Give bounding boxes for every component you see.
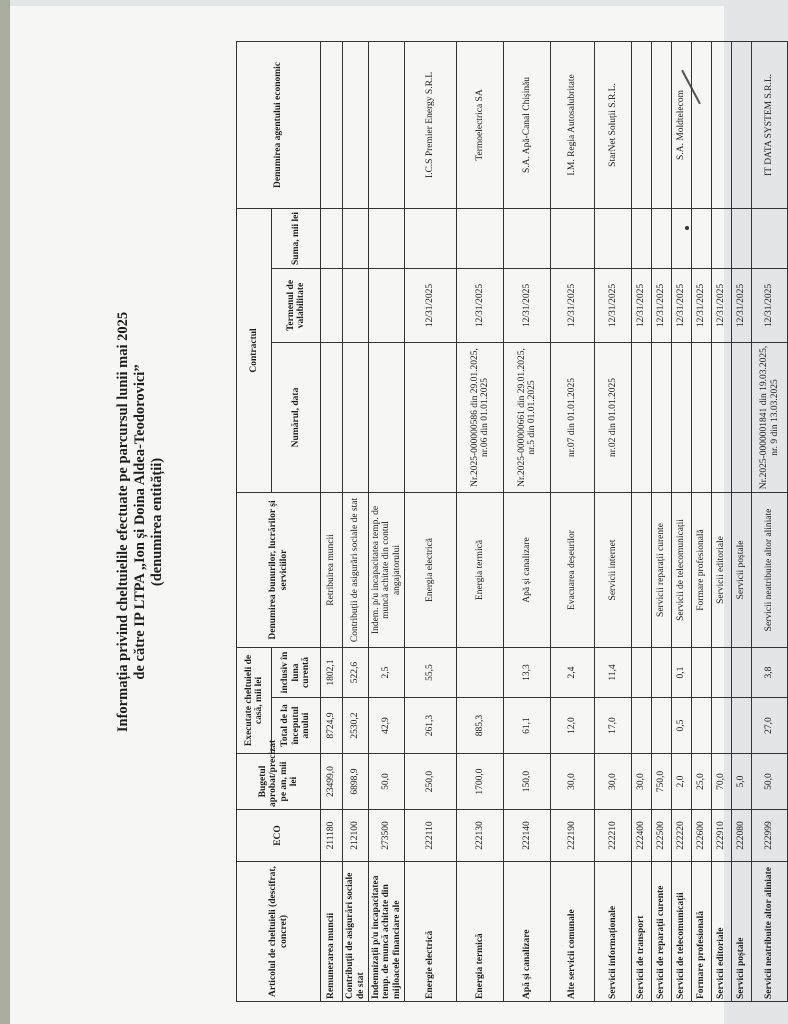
article-cell: Servicii de reparații curente <box>652 862 672 1002</box>
header-eco: ECO <box>237 810 321 862</box>
article-cell: Apă și canalizare <box>504 862 551 1002</box>
contract-cell <box>652 342 672 492</box>
agent-cell: StarNet Soluții S.R.L. <box>595 41 632 208</box>
contract-cell <box>672 342 692 492</box>
eco-cell: 222910 <box>712 810 732 862</box>
agent-cell: I.C.S Premier Energy S.R.L <box>405 41 457 208</box>
month-cell <box>457 647 504 697</box>
expenses-table <box>236 41 788 1002</box>
goods-cell: Formare profesională <box>692 492 712 647</box>
contract-cell: Nr.2025-000000661 din 29.01.2025, nr.5 din 01.01.2025 <box>504 342 551 492</box>
contract-cell <box>632 342 652 492</box>
goods-cell: Contribuții de asigurări sociale de stat <box>343 492 369 647</box>
contract-cell <box>692 342 712 492</box>
table-row <box>595 41 632 1001</box>
goods-cell: Apă și canalizare <box>504 492 551 647</box>
eco-cell: 222140 <box>504 810 551 862</box>
agent-cell <box>692 41 712 208</box>
table-row <box>672 41 692 1001</box>
month-cell: 2,4 <box>551 647 595 697</box>
goods-cell: Servicii neatribuite altor aliniate <box>752 492 788 647</box>
table-row <box>369 41 405 1001</box>
total-cell <box>652 698 672 754</box>
eco-cell: 273500 <box>369 810 405 862</box>
total-cell: 0,5 <box>672 698 692 754</box>
contract-cell: nr.02 din 01.01.2025 <box>595 342 632 492</box>
budget-cell: 70,0 <box>712 754 732 810</box>
contract-cell <box>369 342 405 492</box>
table-row <box>321 41 343 1001</box>
validity-cell <box>369 268 405 342</box>
agent-cell <box>652 41 672 208</box>
amount-cell <box>504 208 551 268</box>
header-contract: Contractul <box>237 208 272 492</box>
month-cell: 522,6 <box>343 647 369 697</box>
month-cell: 55,5 <box>405 647 457 697</box>
document-title <box>111 42 166 1002</box>
goods-cell: Evacuarea deșeurilor <box>551 492 595 647</box>
month-cell: 2,5 <box>369 647 405 697</box>
amount-cell <box>595 208 632 268</box>
budget-cell: 2,0 <box>672 754 692 810</box>
agent-cell <box>369 41 405 208</box>
title-line-2: de către IP LTPA „Ion și Doina Aldea-Teodorovici” <box>132 364 148 680</box>
budget-cell: 23499,0 <box>321 754 343 810</box>
amount-cell <box>712 208 732 268</box>
eco-cell: 222999 <box>752 810 788 862</box>
amount-cell <box>632 208 652 268</box>
goods-cell: Servicii de telecomunicații <box>672 492 692 647</box>
total-cell: 17,0 <box>595 698 632 754</box>
header-article: Articolul de cheltuieli (descifrat, concret) <box>237 862 321 1002</box>
amount-cell <box>672 208 692 268</box>
header-goods: Denumirea bunurilor, lucrărilor și serviciilor <box>237 492 321 647</box>
article-cell: Servicii editoriale <box>712 862 732 1002</box>
article-cell: Servicii neatribuite altor aliniate <box>752 862 788 1002</box>
table-row <box>343 41 369 1001</box>
goods-cell <box>632 492 652 647</box>
article-cell: Energie electrică <box>405 862 457 1002</box>
agent-cell: S.A. Moldtelecom <box>672 41 692 208</box>
header-current-month: inclusiv în luna curentă <box>272 647 321 697</box>
budget-cell: 25,0 <box>692 754 712 810</box>
total-cell <box>712 698 732 754</box>
article-cell: Servicii de transport <box>632 862 652 1002</box>
title-line-1: Informația privind cheltuielile efectuate pe parcursul lunii mai 2025 <box>115 311 131 733</box>
budget-cell: 30,0 <box>632 754 652 810</box>
goods-cell: Servicii reparații curente <box>652 492 672 647</box>
total-cell: 27,0 <box>752 698 788 754</box>
contract-cell <box>712 342 732 492</box>
total-cell: 885,3 <box>457 698 504 754</box>
header-agent: Denumirea agentului economic <box>237 41 321 208</box>
total-cell <box>732 698 752 754</box>
month-cell: 3,8 <box>752 647 788 697</box>
header-validity: Termenul de valabilitate <box>272 268 321 342</box>
amount-cell <box>405 208 457 268</box>
validity-cell: 12/31/2025 <box>595 268 632 342</box>
month-cell <box>712 647 732 697</box>
article-cell: Contribuții de asigurări sociale de stat <box>343 862 369 1002</box>
goods-cell: Indem. p/u incapacitatea temp. de muncă achitate din contul angajatorului <box>369 492 405 647</box>
header-total: Total de la începutul anului <box>272 698 321 754</box>
contract-cell: nr.07 din 01.01.2025 <box>551 342 595 492</box>
contract-cell <box>732 342 752 492</box>
contract-cell: Nr.2025-000000586 din 29.01.2025, nr.06 din 01.01.2025 <box>457 342 504 492</box>
month-cell: 0,1 <box>672 647 692 697</box>
budget-cell: 1700,0 <box>457 754 504 810</box>
goods-cell: Servicii poștale <box>732 492 752 647</box>
total-cell <box>632 698 652 754</box>
amount-cell <box>732 208 752 268</box>
agent-cell: I.M. Regia Autosalubritate <box>551 41 595 208</box>
agent-cell: IT DATA SYSTEM S.R.L. <box>752 41 788 208</box>
month-cell: 11,4 <box>595 647 632 697</box>
budget-cell: 6898,9 <box>343 754 369 810</box>
article-cell: Remunerarea muncii <box>321 862 343 1002</box>
agent-cell <box>732 41 752 208</box>
amount-cell <box>321 208 343 268</box>
title-line-3: (denumirea entității) <box>149 457 165 587</box>
header-number-date: Numărul, data <box>272 342 321 492</box>
agent-cell <box>632 41 652 208</box>
header-executed: Executate cheltuieli de casă, mii lei <box>237 647 272 753</box>
table-row <box>692 41 712 1001</box>
total-cell: 12,0 <box>551 698 595 754</box>
budget-cell: 50,0 <box>369 754 405 810</box>
agent-cell <box>712 41 732 208</box>
table-row <box>732 41 752 1001</box>
budget-cell: 5,0 <box>732 754 752 810</box>
article-cell: Servicii poștale <box>732 862 752 1002</box>
validity-cell: 12/31/2025 <box>632 268 652 342</box>
budget-cell: 30,0 <box>595 754 632 810</box>
article-cell: Energia termică <box>457 862 504 1002</box>
eco-cell: 222400 <box>632 810 652 862</box>
validity-cell: 12/31/2025 <box>457 268 504 342</box>
amount-cell <box>457 208 504 268</box>
validity-cell: 12/31/2025 <box>712 268 732 342</box>
contract-cell <box>321 342 343 492</box>
agent-cell: Termoelectrica SA <box>457 41 504 208</box>
amount-cell <box>343 208 369 268</box>
budget-cell: 250,0 <box>405 754 457 810</box>
eco-cell: 212100 <box>343 810 369 862</box>
header-amount: Suma, mii lei <box>272 208 321 268</box>
validity-cell: 12/31/2025 <box>732 268 752 342</box>
validity-cell <box>343 268 369 342</box>
amount-cell <box>369 208 405 268</box>
goods-cell: Retribuirea muncii <box>321 492 343 647</box>
table-row <box>551 41 595 1001</box>
validity-cell: 12/31/2025 <box>504 268 551 342</box>
eco-cell: 222500 <box>652 810 672 862</box>
table-row <box>457 41 504 1001</box>
goods-cell: Servicii editoriale <box>712 492 732 647</box>
agent-cell <box>343 41 369 208</box>
table-row <box>652 41 672 1001</box>
validity-cell: 12/31/2025 <box>692 268 712 342</box>
validity-cell: 12/31/2025 <box>672 268 692 342</box>
validity-cell: 12/31/2025 <box>652 268 672 342</box>
validity-cell <box>321 268 343 342</box>
eco-cell: 222190 <box>551 810 595 862</box>
total-cell: 261,3 <box>405 698 457 754</box>
amount-cell <box>752 208 788 268</box>
month-cell <box>732 647 752 697</box>
agent-cell: S.A. Apă-Canal Chișinău <box>504 41 551 208</box>
budget-cell: 30,0 <box>551 754 595 810</box>
goods-cell: Servicii internet <box>595 492 632 647</box>
article-cell: Formare profesională <box>692 862 712 1002</box>
total-cell: 42,9 <box>369 698 405 754</box>
month-cell <box>632 647 652 697</box>
goods-cell: Energia termică <box>457 492 504 647</box>
contract-cell <box>405 342 457 492</box>
budget-cell: 750,0 <box>652 754 672 810</box>
eco-cell: 222130 <box>457 810 504 862</box>
article-cell: Servicii informaționale <box>595 862 632 1002</box>
contract-cell <box>343 342 369 492</box>
total-cell: 8724,9 <box>321 698 343 754</box>
table-row <box>712 41 732 1001</box>
total-cell: 2530,2 <box>343 698 369 754</box>
total-cell <box>692 698 712 754</box>
amount-cell <box>652 208 672 268</box>
validity-cell: 12/31/2025 <box>405 268 457 342</box>
validity-cell: 12/31/2025 <box>752 268 788 342</box>
month-cell: 13,3 <box>504 647 551 697</box>
contract-cell: Nr.2025-0000001841 din 19.03.2025, nr. 9 din 13.03.2025 <box>752 342 788 492</box>
eco-cell: 222110 <box>405 810 457 862</box>
article-cell: Indemnizații p/u incapacitatea temp. de muncă achitate din mijloacele financiare ale <box>369 862 405 1002</box>
header-budget: Bugetul aprobat/precizat pe an, mii lei <box>237 754 321 810</box>
header-row-1 <box>237 41 272 1001</box>
article-cell: Alte servicii comunale <box>551 862 595 1002</box>
eco-cell: 222600 <box>692 810 712 862</box>
month-cell <box>692 647 712 697</box>
table-row <box>504 41 551 1001</box>
eco-cell: 222080 <box>732 810 752 862</box>
eco-cell: 222210 <box>595 810 632 862</box>
table-row <box>752 41 788 1001</box>
document-header <box>111 42 236 1002</box>
validity-cell: 12/31/2025 <box>551 268 595 342</box>
table-row <box>405 41 457 1001</box>
month-cell: 1802,1 <box>321 647 343 697</box>
month-cell <box>652 647 672 697</box>
rotated-document <box>111 42 780 1002</box>
agent-cell <box>321 41 343 208</box>
article-cell: Servicii de telecomunicații <box>672 862 692 1002</box>
goods-cell: Energia electrică <box>405 492 457 647</box>
eco-cell: 211180 <box>321 810 343 862</box>
eco-cell: 222220 <box>672 810 692 862</box>
scan-left-edge <box>0 0 10 1024</box>
budget-cell: 150,0 <box>504 754 551 810</box>
table-row <box>632 41 652 1001</box>
total-cell: 61,1 <box>504 698 551 754</box>
amount-cell <box>551 208 595 268</box>
amount-cell <box>692 208 712 268</box>
budget-cell: 50,0 <box>752 754 788 810</box>
